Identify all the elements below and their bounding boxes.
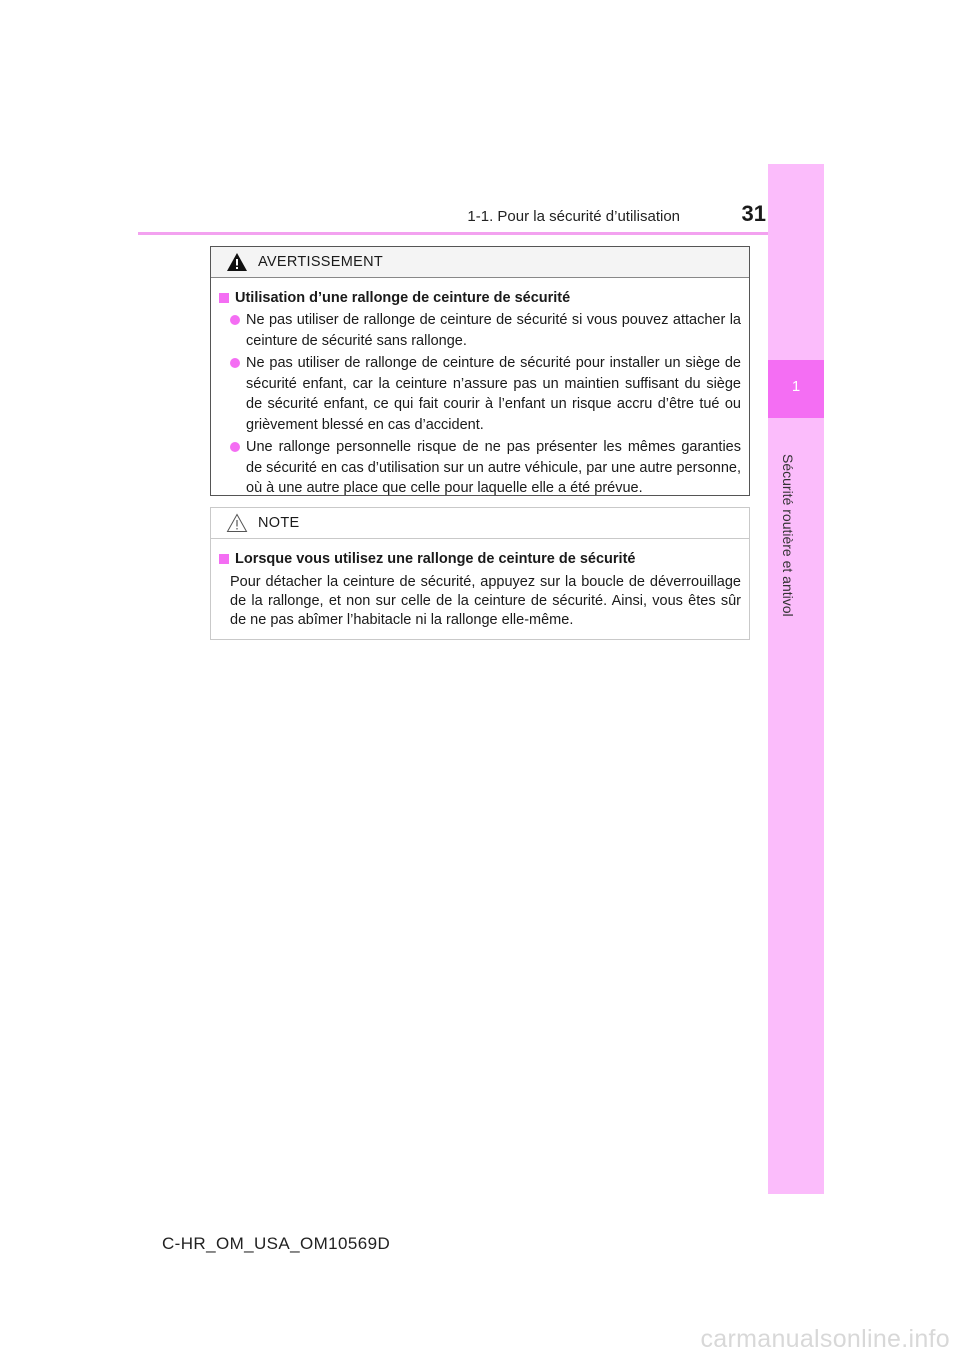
warning-heading-text: Utilisation d’une rallonge de ceinture de sécurité — [235, 290, 571, 306]
header-rule — [138, 232, 824, 235]
warning-bullet — [219, 310, 741, 351]
warning-box — [210, 246, 750, 496]
note-title: NOTE — [258, 515, 300, 531]
warning-bullet-text: Ne pas utiliser de rallonge de ceinture de sécurité pour installer un siège de sécurité enfant, car la ceinture n’assure pas un maintien suffisant du siège de sécurité enfant, ce qui fait courir à l’enfant un risque accru d’être tué ou grièvement blessé en cas d’accident. — [246, 355, 741, 433]
warning-bullet-text: Une rallonge personnelle risque de ne pas présenter les mêmes garanties de sécurité en cas d’utilisation sur un autre véhicule, par une autre personne, où à une autre place que celle pour laquelle elle a été prévue. — [246, 439, 741, 496]
warning-bullet-text: Ne pas utiliser de rallonge de ceinture de sécurité si vous pouvez attacher la ceinture de sécurité sans rallonge. — [246, 312, 741, 349]
circle-bullet-icon — [230, 442, 240, 452]
circle-bullet-icon — [230, 358, 240, 368]
warning-bullet — [219, 437, 741, 499]
warning-header — [211, 247, 749, 278]
note-box — [210, 507, 750, 640]
warning-heading — [219, 288, 741, 308]
header-section-title: 1-1. Pour la sécurité d’utilisation — [467, 208, 680, 225]
side-tab-label: Sécurité routière et antivol — [780, 454, 796, 617]
square-bullet-icon — [219, 554, 229, 564]
circle-bullet-icon — [230, 315, 240, 325]
caution-triangle-outline-icon — [226, 513, 248, 533]
page-number: 31 — [741, 201, 766, 226]
side-tab — [768, 164, 824, 1194]
note-text: Pour détacher la ceinture de sécurité, appuyez sur la boucle de déverrouillage de la rallonge, et non sur celle de la ceinture de sécurité. Ainsi, vous êtes sûr de ne pas abîmer l’habitacle ni la rallonge elle-même. — [230, 574, 741, 628]
square-bullet-icon — [219, 293, 229, 303]
note-heading — [219, 549, 741, 569]
watermark: carmanualsonline.info — [700, 1325, 950, 1353]
footer-code: C-HR_OM_USA_OM10569D — [162, 1234, 391, 1253]
warning-triangle-icon — [226, 252, 248, 272]
warning-title: AVERTISSEMENT — [258, 254, 384, 270]
warning-bullet — [219, 353, 741, 435]
note-heading-text: Lorsque vous utilisez une rallonge de ceinture de sécurité — [235, 551, 636, 567]
note-header — [211, 508, 749, 539]
side-tab-number: 1 — [791, 378, 801, 395]
